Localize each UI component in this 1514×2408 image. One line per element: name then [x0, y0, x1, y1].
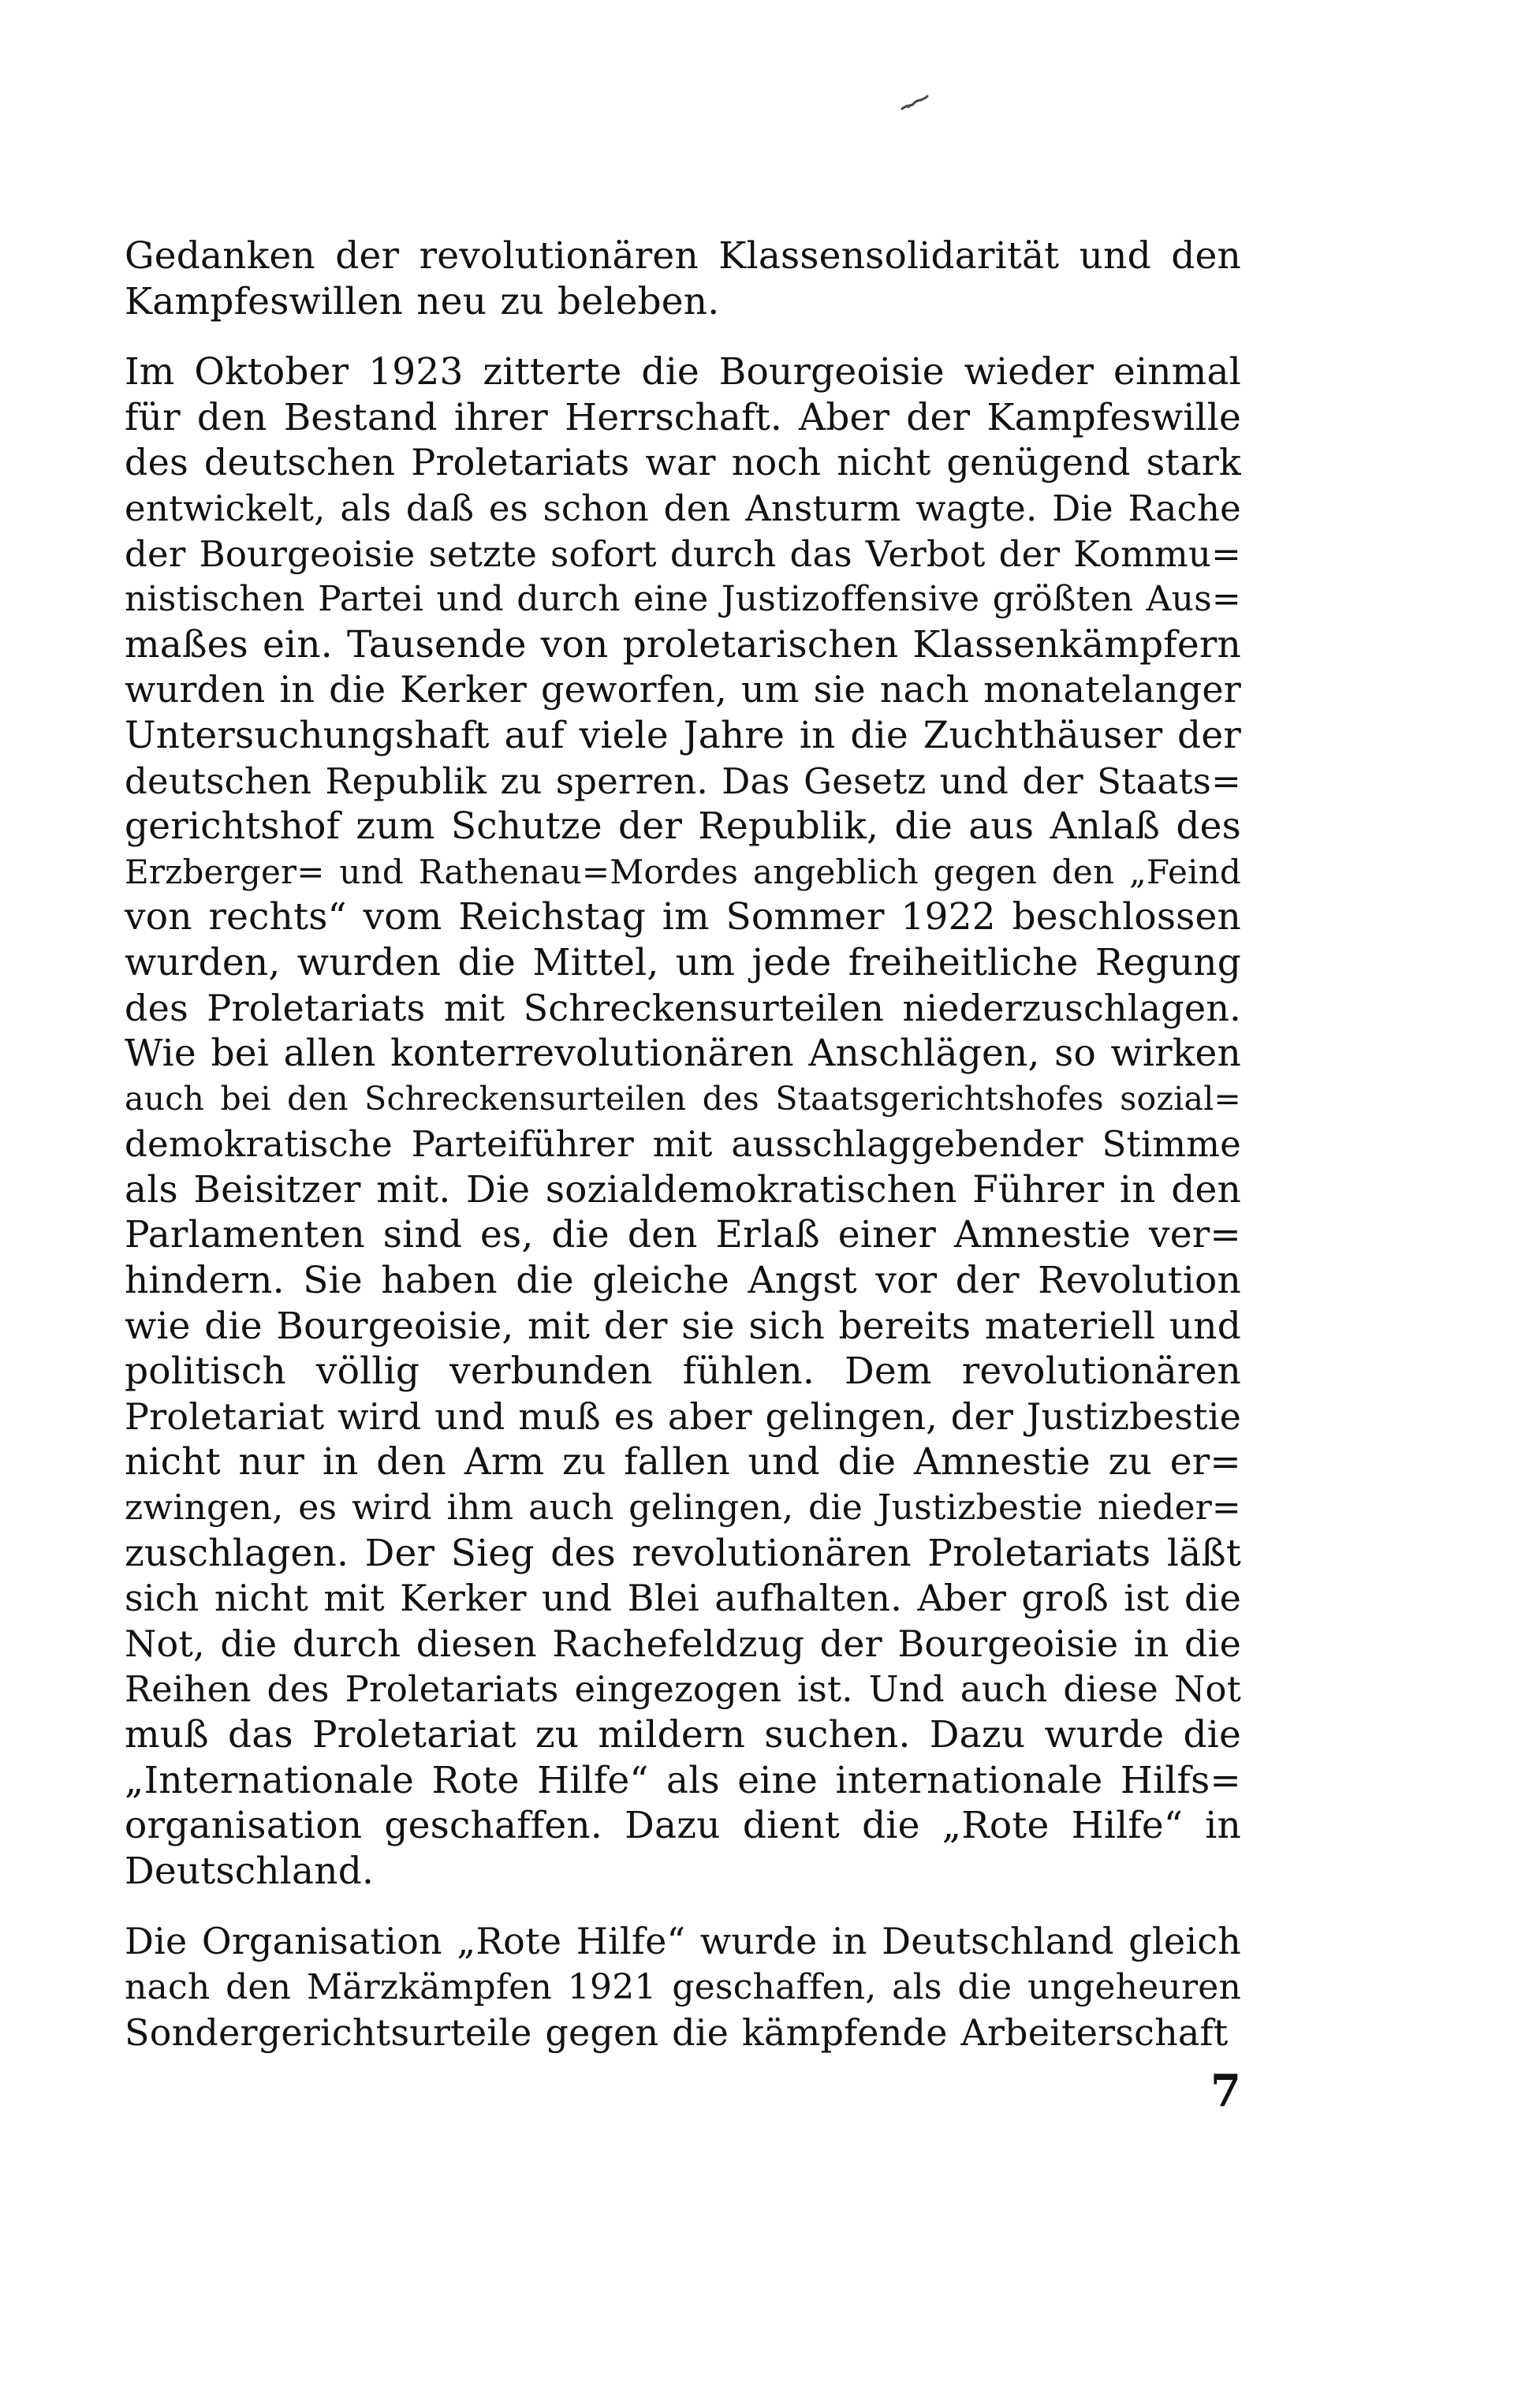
text-line: auch bei den Schreckensurteilen des Staatsgerichtshofes sozial= [125, 1079, 1241, 1118]
text-line: entwickelt, als daß es schon den Ansturm wagte. Die Rache [125, 487, 1241, 529]
text-line: Sondergerichtsurteile gegen die kämpfende Arbeiterschaft [125, 2010, 1229, 2054]
text-line: maßes ein. Tausende von proletarischen Klassenkämpfern [125, 622, 1241, 666]
text-line: des Proletariats mit Schreckensurteilen niederzuschlagen. [125, 986, 1241, 1029]
paragraph [125, 1919, 1241, 2055]
text-line: Deutschland. [125, 1849, 375, 1893]
text-line: Erzberger= und Rathenau=Mordes angeblich gegen den „Feind [125, 852, 1241, 891]
text-line: hindern. Sie haben die gleiche Angst vor der Revolution [125, 1259, 1241, 1303]
text-line: sich nicht mit Kerker und Blei aufhalten. Aber groß ist die [125, 1577, 1241, 1620]
paragraph [125, 233, 1241, 324]
text-line: Proletariat wird und muß es aber gelingen, der Justizbestie [125, 1394, 1242, 1438]
paragraph [125, 349, 1241, 1894]
text-line: Not, die durch diesen Rachefeldzug der Bourgeoisie in die [125, 1622, 1241, 1665]
text-line: der Bourgeoisie setzte sofort durch das Verbot der Kommu= [125, 532, 1241, 575]
text-line: wurden in die Kerker geworfen, um sie nach monatelanger [125, 668, 1241, 711]
page-number: 7 [1210, 2065, 1241, 2117]
text-line: Die Organisation „Rote Hilfe“ wurde in Deutschland gleich [125, 1920, 1241, 1963]
text-line: als Beisitzer mit. Die sozialdemokratischen Führer in den [125, 1167, 1241, 1211]
text-line: nach den Märzkämpfen 1921 geschaffen, als die ungeheuren [125, 1966, 1241, 2007]
body-text [125, 233, 1241, 2055]
text-line: für den Bestand ihrer Herrschaft. Aber der Kampfeswille [125, 395, 1241, 439]
text-line: muß das Proletariat zu mildern suchen. Dazu wurde die [125, 1713, 1241, 1757]
text-line: demokratische Parteiführer mit ausschlaggebender Stimme [125, 1123, 1241, 1166]
text-line: „Internationale Rote Hilfe“ als eine internationale Hilfs= [125, 1758, 1241, 1802]
text-line: nicht nur in den Arm zu fallen und die Amnestie zu er= [125, 1440, 1241, 1484]
ink-smudge [899, 93, 930, 114]
text-line: Kampfeswillen neu zu beleben. [125, 279, 720, 323]
text-line: Parlamenten sind es, die den Erlaß einer Amnestie ver= [125, 1213, 1241, 1257]
text-line: Im Oktober 1923 zitterte die Bourgeoisie wieder einmal [125, 350, 1241, 394]
text-line: von rechts“ vom Reichstag im Sommer 1922 beschlossen [125, 895, 1241, 939]
text-line: Gedanken der revolutionären Klassensolidarität und den [125, 234, 1241, 278]
text-line: wurden, wurden die Mittel, um jede freiheitliche Regung [125, 940, 1241, 984]
text-line: zuschlagen. Der Sieg des revolutionären Proletariats läßt [125, 1531, 1241, 1575]
text-line: wie die Bourgeoisie, mit der sie sich bereits materiell und [125, 1304, 1241, 1348]
text-line: Wie bei allen konterrevolutionären Anschlägen, so wirken [125, 1032, 1241, 1076]
text-line: Untersuchungshaft auf viele Jahre in die Zuchthäuser der [125, 713, 1241, 757]
text-line: nistischen Partei und durch eine Justizoffensive größten Aus= [125, 579, 1241, 620]
text-line: des deutschen Proletariats war noch nicht genügend stark [125, 441, 1241, 484]
text-line: gerichtshof zum Schutze der Republik, die aus Anlaß des [125, 805, 1241, 849]
text-line: politisch völlig verbunden fühlen. Dem revolutionären [125, 1350, 1241, 1394]
text-line: Reihen des Proletariats eingezogen ist. Und auch diese Not [125, 1668, 1241, 1711]
text-line: organisation geschaffen. Dazu dient die „Rote Hilfe“ in [125, 1804, 1241, 1848]
text-line: deutschen Republik zu sperren. Das Gesetz und der Staats= [125, 760, 1241, 802]
text-line: zwingen, es wird ihm auch gelingen, die Justizbestie nieder= [125, 1488, 1241, 1529]
